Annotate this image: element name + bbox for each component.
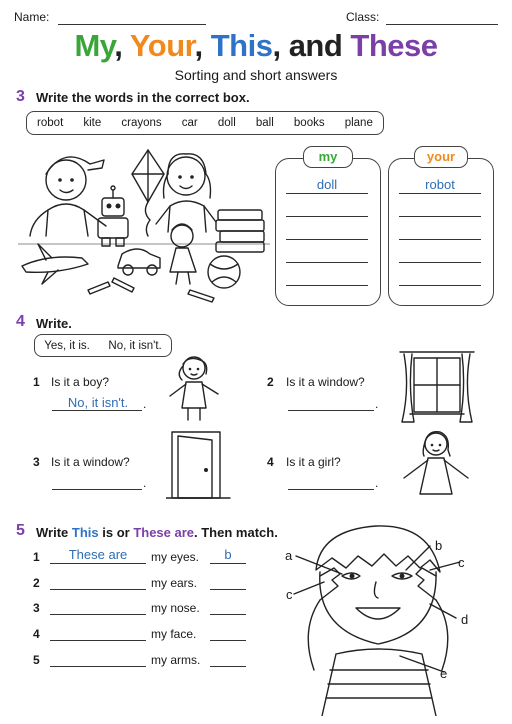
answer-option: Yes, it is. (44, 339, 90, 352)
sort-box-my-label (303, 146, 353, 168)
answer-line[interactable] (286, 262, 368, 263)
answer-line[interactable] (399, 239, 481, 240)
instruction-text: Write (36, 525, 72, 540)
period: . (375, 476, 379, 490)
answer-line[interactable] (52, 410, 142, 411)
section5-instruction (36, 525, 278, 540)
word-bank-item: doll (217, 117, 236, 129)
title-part: , (114, 28, 130, 63)
girl-picture (160, 352, 230, 424)
section3-instruction: Write the words in the correct box. (36, 90, 250, 105)
match-line[interactable] (210, 640, 246, 641)
row-body-part: my ears. (151, 576, 198, 590)
word-bank (26, 111, 384, 135)
match-line[interactable] (210, 666, 246, 667)
word-bank-item: robot (37, 117, 64, 129)
title-part: This (210, 28, 273, 63)
section4-instruction: Write. (36, 316, 72, 331)
row-answer[interactable]: These are (68, 547, 128, 562)
word-bank-item: crayons (121, 117, 162, 129)
question-text: Is it a window? (286, 375, 365, 389)
match-line[interactable] (210, 563, 246, 564)
title-part: My (74, 28, 115, 63)
name-field[interactable] (58, 24, 206, 25)
section4-number: 4 (16, 313, 25, 330)
question-number: 3 (33, 455, 40, 469)
answer-line[interactable] (50, 614, 146, 615)
question-number: 4 (267, 455, 274, 469)
title-part: These (350, 28, 438, 63)
answer-line[interactable] (50, 666, 146, 667)
window-picture (398, 348, 476, 428)
class-label: Class: (346, 10, 380, 24)
face-label: a (285, 548, 293, 563)
answer-line[interactable] (288, 489, 374, 490)
name-label: Name: (14, 10, 50, 24)
row-body-part: my eyes. (151, 550, 200, 564)
section3-number: 3 (16, 88, 25, 105)
instruction-text: is or (98, 525, 134, 540)
row-match[interactable]: b (224, 547, 232, 562)
page-title (0, 28, 512, 64)
toys-illustration (18, 140, 270, 304)
sort-box-your-label (414, 146, 468, 168)
word-bank-item: car (181, 117, 198, 129)
face-label: c (458, 555, 465, 570)
answer-line[interactable] (50, 589, 146, 590)
answer-options (34, 334, 172, 357)
word-bank-item: plane (344, 117, 373, 129)
answer-line[interactable] (399, 285, 481, 286)
answer-line[interactable] (52, 489, 142, 490)
answer-line[interactable] (50, 563, 146, 564)
keyword-these-are: These are (133, 525, 195, 540)
word-bank-item: ball (255, 117, 274, 129)
section5-number: 5 (16, 522, 25, 539)
title-part: Your (129, 28, 195, 63)
question-number: 2 (267, 375, 274, 389)
girl-picture (396, 428, 476, 506)
period: . (143, 476, 147, 490)
row-number: 4 (33, 627, 40, 641)
answer-line[interactable] (399, 193, 481, 194)
match-line[interactable] (210, 614, 246, 615)
sort-box-your-label-text: your (426, 149, 456, 164)
title-part: , (194, 28, 211, 63)
row-number: 1 (33, 550, 40, 564)
answer-line[interactable] (286, 193, 368, 194)
sort-box-my-label-text: my (318, 149, 338, 164)
period: . (143, 397, 147, 411)
instruction-text: . Then match. (194, 525, 278, 540)
question-text: Is it a window? (51, 455, 130, 469)
sort-box-your-answer[interactable]: robot (425, 177, 455, 192)
class-field[interactable] (386, 24, 498, 25)
word-bank-item: books (293, 117, 325, 129)
face-label: c (286, 587, 293, 602)
row-number: 2 (33, 576, 40, 590)
face-label: d (461, 612, 469, 627)
answer-line[interactable] (286, 216, 368, 217)
face-label: b (435, 538, 443, 553)
answer-line[interactable] (286, 285, 368, 286)
question-text: Is it a boy? (51, 375, 110, 389)
row-body-part: my face. (151, 627, 197, 641)
period: . (375, 397, 379, 411)
keyword-this: This (71, 525, 99, 540)
word-bank-item: kite (83, 117, 102, 129)
match-line[interactable] (210, 589, 246, 590)
answer-line[interactable] (399, 262, 481, 263)
question-text: Is it a girl? (286, 455, 341, 469)
face-label: e (440, 666, 448, 681)
row-body-part: my arms. (151, 653, 201, 667)
door-picture (166, 428, 232, 504)
sort-box-my-answer[interactable]: doll (316, 177, 338, 192)
answer-line[interactable] (288, 410, 374, 411)
answer-line[interactable] (50, 640, 146, 641)
answer-line[interactable] (286, 239, 368, 240)
row-number: 3 (33, 601, 40, 615)
question-number: 1 (33, 375, 40, 389)
page-subtitle: Sorting and short answers (174, 67, 338, 83)
question-answer[interactable]: No, it isn't. (67, 395, 129, 410)
row-number: 5 (33, 653, 40, 667)
answer-option: No, it isn't. (108, 339, 162, 352)
answer-line[interactable] (399, 216, 481, 217)
row-body-part: my nose. (151, 601, 200, 615)
title-part: , and (272, 28, 351, 63)
